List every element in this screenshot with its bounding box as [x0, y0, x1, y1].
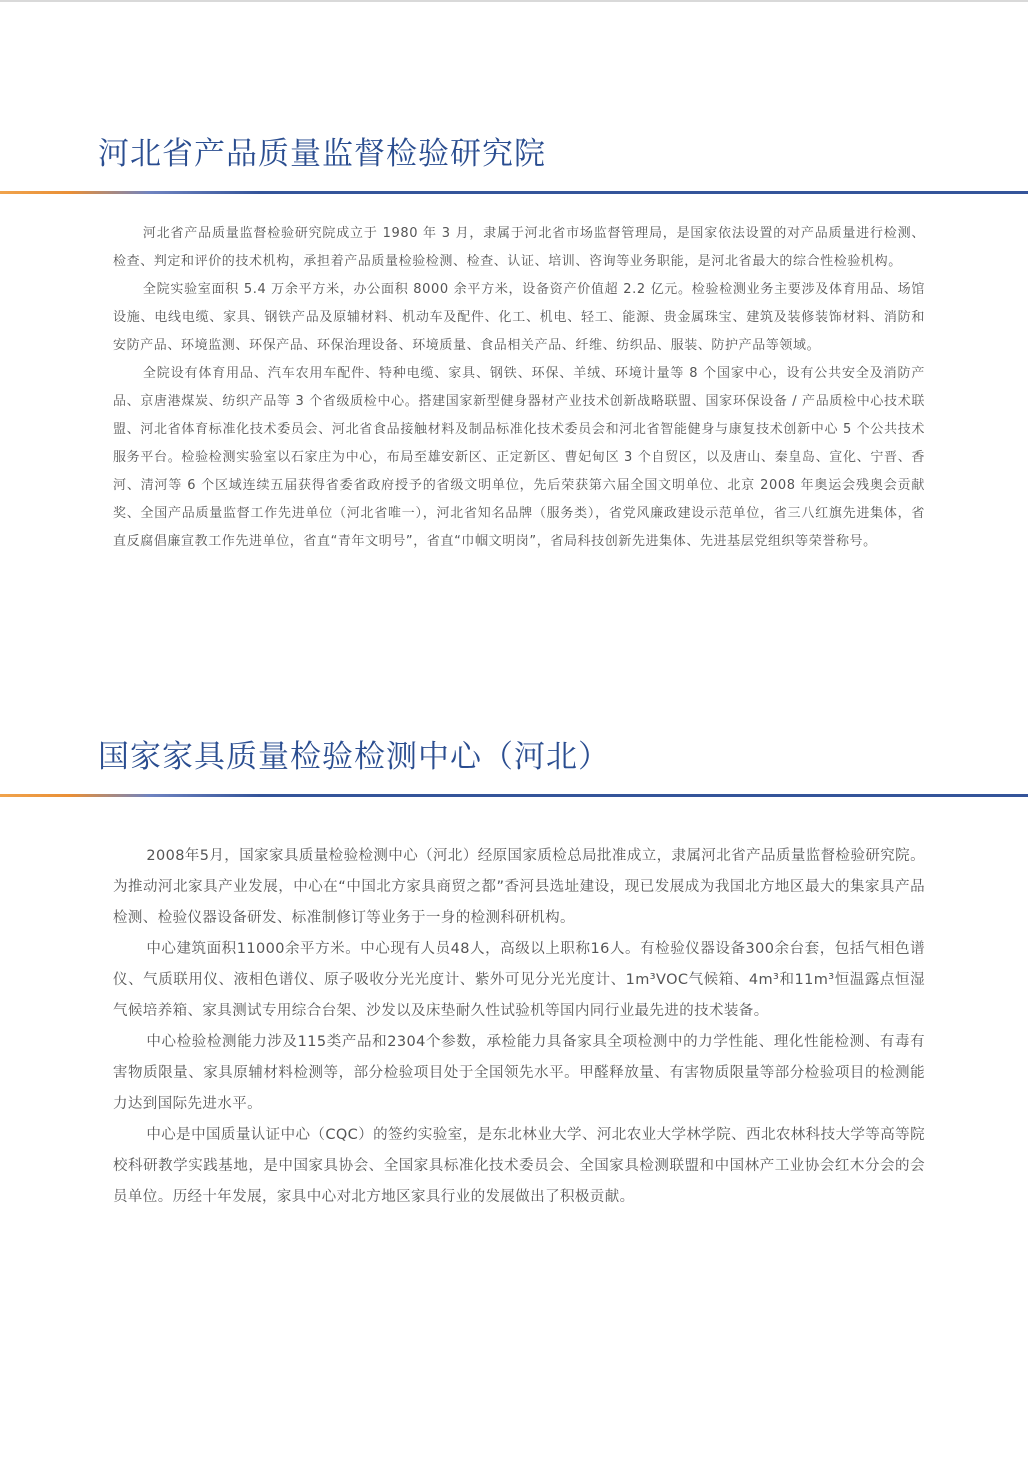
section-divider	[0, 794, 1028, 797]
section-body	[113, 220, 925, 556]
section-divider	[0, 191, 1028, 194]
page-top-edge	[0, 0, 1028, 2]
paragraph: 中心检验检测能力涉及115类产品和2304个参数，承检能力具备家具全项检测中的力学性能、理化性能检测、有毒有害物质限量、家具原辅材料检测等，部分检验项目处于全国领先水平。甲醛释放量、有害物质限量等部分检验项目的检测能力达到国际先进水平。	[113, 1034, 925, 1112]
section-title: 河北省产品质量监督检验研究院	[98, 136, 546, 172]
paragraph: 2008年5月，国家家具质量检验检测中心（河北）经原国家质检总局批准成立，隶属河北省产品质量监督检验研究院。为推动河北家具产业发展，中心在“中国北方家具商贸之都”香河县选址建设，现已发展成为我国北方地区最大的集家具产品检测、检验仪器设备研发、标准制修订等业务于一身的检测科研机构。	[113, 848, 925, 926]
paragraph: 中心建筑面积11000余平方米。中心现有人员48人，高级以上职称16人。有检验仪器设备300余台套，包括气相色谱仪、气质联用仪、液相色谱仪、原子吸收分光光度计、紫外可见分光光度计、1m³VOC气候箱、4m³和11m³恒温露点恒湿气候培养箱、家具测试专用综合台架、沙发以及床垫耐久性试验机等国内同行业最先进的技术装备。	[113, 941, 925, 1019]
paragraph: 全院设有体育用品、汽车农用车配件、特种电缆、家具、钢铁、环保、羊绒、环境计量等 8 个国家中心，设有公共安全及消防产品、京唐港煤炭、纺织产品等 3 个省级质检中心。搭建国家新型健身器材产业技术创新战略联盟、国家环保设备 / 产品质检中心技术联盟、河北省体育标准化技术委员会、河北省食品接触材料及制品标准化技术委员会和河北省智能健身与康复技术创新中心 5 个公共技术服务平台。检验检测实验室以石家庄为中心，布局至雄安新区、正定新区、曹妃甸区 3 个自贸区，以及唐山、秦皇岛、宣化、宁晋、香河、清河等 6 个区域连续五届获得省委省政府授予的省级文明单位，先后荣获第六届全国文明单位、北京 2008 年奥运会残奥会贡献奖、全国产品质量监督工作先进单位（河北省唯一），河北省知名品牌（服务类），省党风廉政建设示范单位，省三八红旗先进集体，省直反腐倡廉宣教工作先进单位，省直“青年文明号”，省直“巾帼文明岗”，省局科技创新先进集体、先进基层党组织等荣誉称号。	[113, 366, 925, 549]
paragraph: 全院实验室面积 5.4 万余平方米，办公面积 8000 余平方米，设备资产价值超 2.2 亿元。检验检测业务主要涉及体育用品、场馆设施、电线电缆、家具、钢铁产品及原辅材料、机动车及配件、化工、机电、轻工、能源、贵金属珠宝、建筑及装修装饰材料、消防和安防产品、环境监测、环保产品、环保治理设备、环境质量、食品相关产品、纤维、纺织品、服装、防护产品等领域。	[113, 282, 925, 353]
section-body	[113, 841, 925, 1213]
paragraph: 中心是中国质量认证中心（CQC）的签约实验室，是东北林业大学、河北农业大学林学院、西北农林科技大学等高等院校科研教学实践基地，是中国家具协会、全国家具标准化技术委员会、全国家具检测联盟和中国林产工业协会红木分会的会员单位。历经十年发展，家具中心对北方地区家具行业的发展做出了积极贡献。	[113, 1127, 925, 1205]
section-title: 国家家具质量检验检测中心（河北）	[98, 739, 610, 775]
paragraph: 河北省产品质量监督检验研究院成立于 1980 年 3 月，隶属于河北省市场监督管理局，是国家依法设置的对产品质量进行检测、检查、判定和评价的技术机构，承担着产品质量检验检测、检查、认证、培训、咨询等业务职能，是河北省最大的综合性检验机构。	[113, 226, 925, 269]
